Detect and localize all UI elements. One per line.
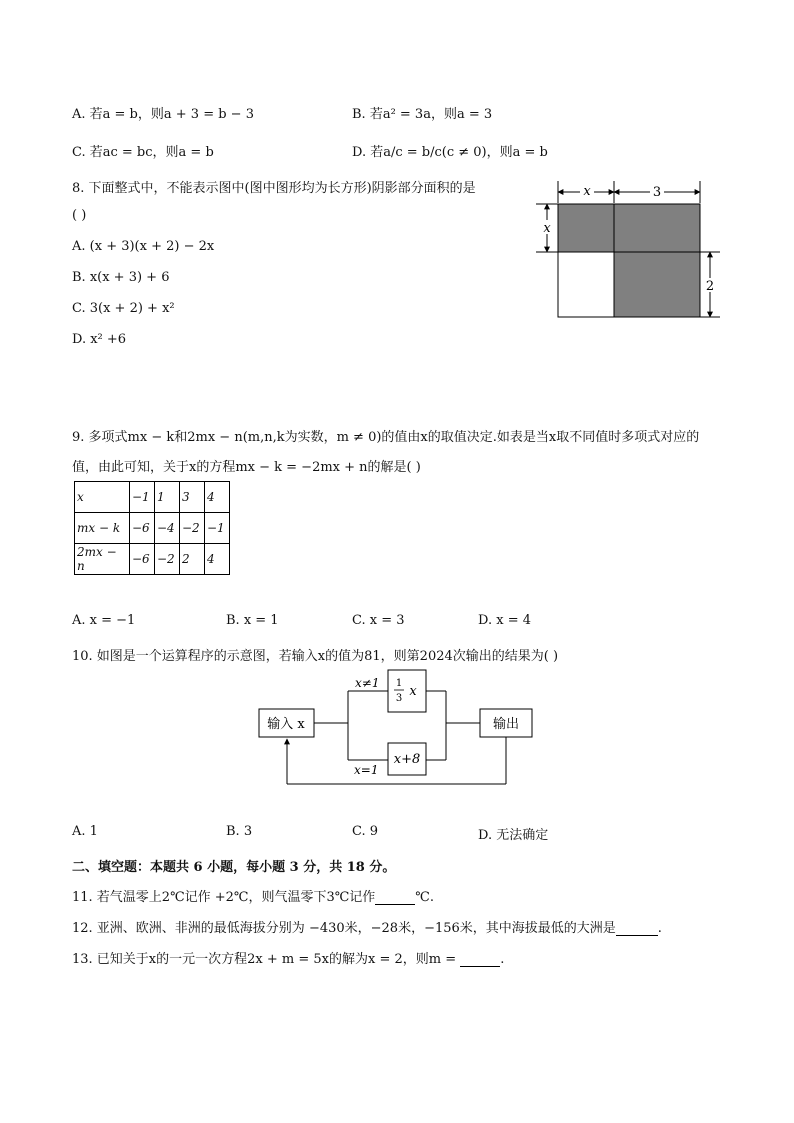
q9-stem-line1: 9. 多项式mx − k和2mx − n(m,n,k为实数，m ≠ 0)的值由x的取值决定.如表是当x取不同值时多项式对应的: [72, 430, 700, 445]
q7-option-a: A. 若a = b，则a + 3 = b − 3: [72, 107, 254, 122]
table-cell: 4: [205, 482, 230, 513]
q9-option-c: C. x = 3: [352, 613, 405, 628]
q13-answer-blank[interactable]: [460, 951, 500, 967]
q9-option-d: D. x = 4: [478, 613, 531, 628]
op-top-var: x: [409, 684, 417, 699]
table-cell: 3: [180, 482, 205, 513]
q7-option-d: D. 若a/c = b/c(c ≠ 0)，则a = b: [352, 145, 548, 160]
q12-text: 12. 亚洲、欧洲、非洲的最低海拔分别为 −430米，−28米，−156米，其中海拔最低的大洲是: [72, 921, 616, 936]
q8-option-d: D. x² +6: [72, 332, 127, 347]
q11-unit: ℃.: [415, 890, 434, 905]
q9-option-a: A. x = −1: [72, 613, 136, 628]
table-cell: mx − k: [75, 513, 130, 544]
op-top-num: 1: [395, 678, 403, 689]
cond-bottom-label: x=1: [354, 763, 379, 777]
q10-stem: 10. 如图是一个运算程序的示意图，若输入x的值为81，则第2024次输出的结果为( ): [72, 649, 559, 664]
q7-option-c: C. 若ac = bc，则a = b: [72, 145, 214, 160]
q9-stem-line2: 值，由此可知，关于x的方程mx − k = −2mx + n的解是( ): [72, 460, 421, 475]
q11-answer-blank[interactable]: [375, 889, 415, 905]
table-row: [75, 482, 230, 513]
table-cell: −2: [155, 544, 180, 575]
table-cell: 1: [155, 482, 180, 513]
q12-answer-blank[interactable]: [616, 920, 658, 936]
q10-flowchart: [250, 666, 540, 791]
q10-option-d: D. 无法确定: [478, 828, 549, 843]
op-top-box: [388, 670, 426, 712]
output-label: 输出: [492, 717, 520, 732]
shaded-top-right: [614, 204, 700, 252]
table-cell: 4: [205, 544, 230, 575]
table-cell: −6: [130, 544, 155, 575]
dim-left-x-label: x: [543, 221, 551, 236]
section-2-heading: 二、填空题：本题共 6 小题，每小题 3 分，共 18 分。: [72, 860, 396, 875]
dim-right-2-label: 2: [705, 279, 715, 294]
q8-rectangle-figure: [530, 178, 730, 323]
q8-option-a: A. (x + 3)(x + 2) − 2x: [72, 239, 215, 254]
q10-option-c: C. 9: [352, 824, 379, 839]
table-cell: −6: [130, 513, 155, 544]
q9-option-b: B. x = 1: [226, 613, 279, 628]
table-cell: 2mx − n: [75, 544, 130, 575]
op-bottom-label: x+8: [393, 752, 421, 767]
dim-top-x-label: x: [583, 184, 591, 199]
input-label: 输入 x: [267, 717, 305, 732]
q13-end: .: [500, 952, 505, 967]
q12-end: .: [657, 921, 662, 936]
table-cell: 2: [180, 544, 205, 575]
table-cell: x: [75, 482, 130, 513]
shaded-bottom-right: [614, 252, 700, 317]
table-cell: −2: [180, 513, 205, 544]
q8-stem: 8. 下面整式中，不能表示图中(图中图形均为长方形)阴影部分面积的是: [72, 181, 476, 196]
table-row: [75, 513, 230, 544]
q10-option-a: A. 1: [72, 824, 98, 839]
q10-option-b: B. 3: [226, 824, 253, 839]
op-top-den: 3: [395, 693, 403, 704]
q8-option-c: C. 3(x + 2) + x²: [72, 301, 175, 316]
q11: [72, 886, 434, 905]
table-cell: −1: [205, 513, 230, 544]
white-bottom-left: [558, 252, 614, 317]
q13-text: 13. 已知关于x的一元一次方程2x + m = 5x的解为x = 2，则m =: [72, 952, 457, 967]
shaded-top-left: [558, 204, 614, 252]
table-cell: −1: [130, 482, 155, 513]
q13: [72, 948, 504, 967]
table-cell: −4: [155, 513, 180, 544]
q8-paren: ( ): [72, 208, 87, 223]
q9-value-table: [74, 481, 230, 575]
table-row: [75, 544, 230, 575]
q7-option-b: B. 若a² = 3a，则a = 3: [352, 107, 493, 122]
cond-top-label: x≠1: [355, 676, 380, 690]
q11-text: 11. 若气温零上2℃记作 +2℃，则气温零下3℃记作: [72, 890, 376, 905]
q8-option-b: B. x(x + 3) + 6: [72, 270, 170, 285]
q12: [72, 917, 662, 936]
dim-top-3-label: 3: [652, 185, 662, 200]
